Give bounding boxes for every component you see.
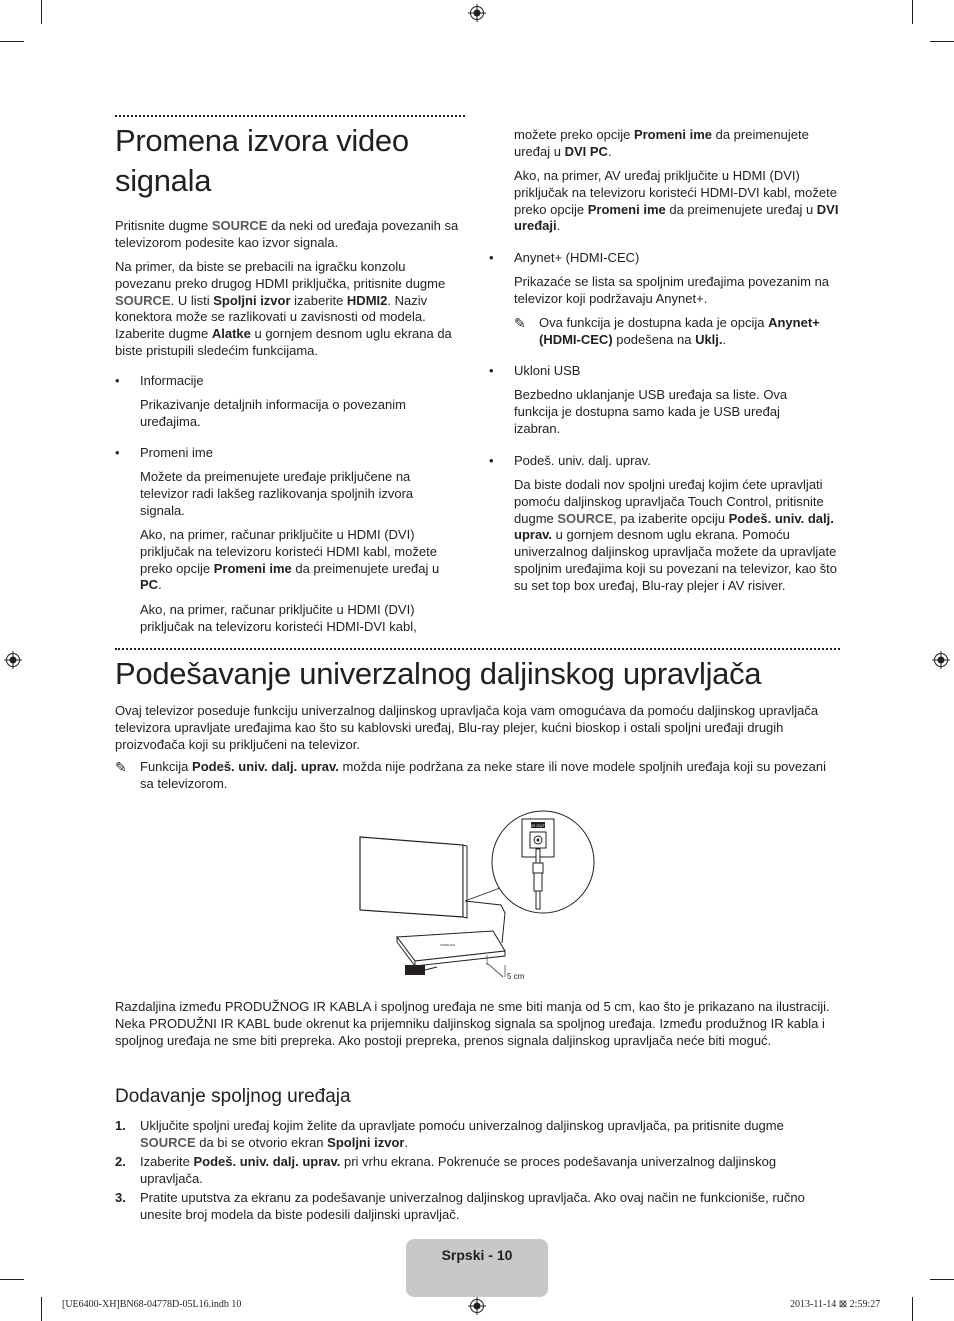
section-divider: [115, 648, 840, 650]
crop-mark: [930, 1279, 954, 1280]
emphasis-text: Spoljni izvor: [327, 1134, 405, 1150]
text-run: Da biste dodali nov spoljni uređaj kojim ćete upravljati pomoću daljinskog upravljača Touch Control, pritisnite dugme: [514, 477, 824, 526]
ir-blaster: [405, 965, 437, 975]
text-run: .: [722, 331, 727, 347]
pencil-note-icon: ✎: [115, 759, 127, 775]
rename-text: [514, 168, 839, 235]
emphasis-text: Promeni ime: [633, 127, 712, 142]
section-title-line: Promena izvora video: [115, 123, 409, 158]
text-run: podešena na: [612, 331, 696, 347]
text-run: .: [404, 1134, 409, 1150]
tv-illustration: [360, 837, 505, 943]
crop-mark: [0, 1279, 24, 1280]
emphasis-text: Promeni ime: [587, 201, 666, 217]
bullet-anynet: [489, 250, 839, 267]
emphasis-text: Podeš. univ. dalj. uprav.: [192, 759, 339, 774]
port-label: IR OUT: [531, 823, 545, 828]
text-run: Na primer, da biste se prebacili na igračku konzolu povezanu preko drugog HDMI priključka, pritisnite dugme: [115, 259, 446, 291]
rename-text: [140, 469, 460, 519]
anynet-text: [514, 274, 844, 308]
step-number: 2.: [115, 1154, 126, 1169]
crop-mark: [930, 41, 954, 42]
rename-text: [140, 602, 460, 636]
print-footer-right: 2013-11-14 ⊠ 2:59:27: [790, 1299, 881, 1310]
text-run: Ako, na primer, AV uređaj priključite u HDMI (DVI) priključak na televizoru koristeći HDMI-DVI kabl, možete preko opcije: [514, 168, 837, 217]
text-run: Ovaj televizor poseduje funkciju univerzalnog daljinskog upravljača koja vam omogućava da pomoću daljinskog upravljača televizora upravljate uređajima kao što su kablovski uređaj, Blu-ray plejer, kućni bioskop i ostali spoljni uređaji drugih proizvođača koji su priključeni na televizor.: [115, 703, 819, 752]
text-run: izaberite: [290, 292, 347, 308]
univ-text: [514, 477, 844, 595]
text-run: Prikazaće se lista sa spoljnim uređajima povezanim na televizor koji podržavaju Anynet+.: [514, 274, 830, 306]
bullet-dot: •: [489, 453, 494, 468]
text-run: Ako, na primer, računar priključite u HDMI (DVI) priključak na televizoru koristeći HDMI kabl, možete preko opcije: [140, 527, 437, 576]
text-run: . Naziv konektora može se razlikovati u zavisnosti od modela. Izaberite dugme: [115, 292, 428, 342]
text-run: da preimenujete uređaj u: [665, 201, 817, 217]
emphasis-text: Podeš. univ. dalj. uprav.: [193, 1154, 341, 1169]
bullet-ukloni-usb: [489, 363, 839, 380]
text-run: Razdaljina između PRODUŽNOG IR KABLA i spoljnog uređaja ne sme biti manja od 5 cm, kao što je prikazano na ilustraciji. Neka PRODUŽNI IR KABL bude okrenut ka prijemniku daljinskog signala sa spoljnog uređaja. Između produžnog IR kabla i spoljnog uređaja ne sme biti prepreka. Ako postoji prepreka, prenos signala daljinskog upravljača neće biti moguć.: [115, 999, 830, 1048]
crosshair-registration-icon: [4, 651, 22, 669]
crop-mark: [41, 0, 42, 24]
bullet-label: Promeni ime: [140, 445, 213, 460]
emphasis-text: DVI PC: [564, 143, 608, 159]
bullet-dot: •: [115, 445, 120, 460]
text-run: .: [556, 218, 561, 234]
intro-paragraph: [115, 218, 465, 252]
distance-paragraph: [115, 999, 840, 1049]
bullet-dot: •: [489, 363, 494, 378]
page-label: Srpski - 10: [441, 1247, 513, 1263]
text-run: Ova funkcija je dostupna kada je opcija: [539, 315, 769, 330]
section-title: [115, 121, 475, 201]
rename-text: [140, 527, 460, 594]
emphasis-text: Uklj.: [695, 331, 723, 347]
bullet-dot: •: [115, 373, 120, 388]
bullet-label: Ukloni USB: [514, 363, 581, 378]
crop-mark: [0, 41, 24, 42]
emphasis-text: Podeš. univ. dalj. uprav.: [514, 510, 834, 543]
device-brand: SAMSUNG: [440, 943, 456, 947]
text-run: da bi se otvorio ekran: [195, 1134, 328, 1150]
text-run: u gornjem desnom uglu ekrana da biste pristupili sledećim funkcijama.: [115, 326, 452, 358]
bullet-informacije: [115, 373, 465, 390]
text-run: Funkcija: [140, 759, 193, 774]
text-run: , pa izaberite opciju: [613, 510, 729, 526]
text-run: Uključite spoljni uređaj kojim želite da upravljate pomoću univerzalnog daljinskog upravljača, pa pritisnite dugme: [140, 1118, 784, 1133]
emphasis-text: Promeni ime: [213, 560, 292, 576]
text-run: . U listi: [170, 292, 214, 308]
crosshair-registration-icon: [932, 651, 950, 669]
text-run: da preimenujete uređaj u: [291, 560, 440, 576]
crop-mark: [912, 0, 913, 24]
text-run: Prikazivanje detaljnih informacija o povezanim uređajima.: [140, 397, 406, 429]
bullet-label: Informacije: [140, 373, 204, 388]
crosshair-registration-icon: [468, 1297, 486, 1315]
emphasis-text: SOURCE: [115, 292, 171, 308]
bullet-label: Podeš. univ. dalj. uprav.: [514, 453, 651, 468]
text-run: Možete da preimenujete uređaje priključene na televizor radi lakšeg razlikovanja spoljnih izvora signala.: [140, 469, 414, 518]
step-text: [140, 1154, 840, 1188]
ir-extender-diagram: [355, 805, 605, 985]
text-run: Bezbedno uklanjanje USB uređaja sa liste. Ova funkcija je dostupna samo kada je USB uređaj izabran.: [514, 387, 788, 436]
usb-text: [514, 387, 814, 437]
text-run: .: [607, 143, 612, 159]
crosshair-registration-icon: [468, 4, 486, 22]
emphasis-text: Anynet+ (HDMI-CEC): [539, 315, 820, 347]
text-run: pri vrhu ekrana. Pokrenuće se proces podešavanja univerzalnog daljinskog upravljača.: [140, 1154, 777, 1186]
text-run: u gornjem desnom uglu ekrana. Pomoću univerzalnog daljinskog upravljača možete da upravljate spoljnim uređajima koji su povezani na televizor, kao što su set top box uređaj, Blu-ray plejer i AV risiver.: [514, 527, 838, 593]
magnifier-callout: [465, 811, 594, 913]
pencil-note-icon: ✎: [514, 315, 526, 331]
emphasis-text: DVI uređaji: [514, 201, 839, 234]
step-number: 3.: [115, 1190, 126, 1205]
text-run: možda nije podržana za neke stare ili nove modele spoljnih uređaja koji su povezani sa televizorom.: [140, 759, 826, 791]
print-footer-left: [UE6400-XH]BN68-04778D-05L16.indb 10: [62, 1299, 242, 1310]
emphasis-text: PC: [140, 577, 159, 593]
bullet-podes-univ: [489, 453, 839, 470]
distance-marker: [487, 955, 525, 981]
text-run: Ako, na primer, računar priključite u HDMI (DVI) priključak na televizoru koristeći HDMI-DVI kabl,: [140, 602, 417, 634]
emphasis-text: HDMI2: [346, 292, 388, 308]
bullet-dot: •: [489, 250, 494, 265]
crop-mark: [41, 1297, 42, 1321]
emphasis-text: Alatke: [211, 326, 251, 342]
step-text: [140, 1118, 840, 1152]
crop-mark: [912, 1297, 913, 1321]
distance-label: 5 cm: [507, 972, 525, 981]
step-number: 1.: [115, 1118, 126, 1133]
emphasis-text: SOURCE: [211, 218, 268, 233]
text-run: da neki od uređaja povezanih sa televizorom podesite kao izvor signala.: [115, 218, 459, 250]
text-run: Izaberite: [140, 1154, 194, 1169]
section-title-line: signala: [115, 163, 212, 198]
emphasis-text: Spoljni izvor: [213, 292, 291, 308]
step-text: [140, 1190, 840, 1224]
text-run: .: [158, 577, 162, 593]
source-paragraph: [115, 259, 465, 360]
section-title: Podešavanje univerzalnog daljinskog upravljača: [115, 656, 762, 691]
section-divider: [115, 115, 465, 117]
set-top-box: [397, 931, 505, 966]
intro-paragraph: [115, 703, 840, 753]
emphasis-text: SOURCE: [557, 510, 613, 526]
rename-text: [514, 127, 839, 161]
anynet-note: [539, 315, 844, 349]
emphasis-text: SOURCE: [140, 1134, 196, 1150]
page-number-tab: [406, 1239, 548, 1297]
note-paragraph: [140, 759, 840, 793]
subsection-title: Dodavanje spoljnog uređaja: [115, 1086, 351, 1107]
text-run: Pritisnite dugme: [115, 218, 212, 233]
text-run: da preimenujete uređaj u: [514, 127, 809, 159]
info-text: [140, 397, 465, 431]
text-run: Pratite uputstva za ekranu za podešavanje univerzalnog daljinskog upravljača. Ako ovaj način ne funkcioniše, ručno unesite broj modela da biste podesili daljinski upravljač.: [140, 1190, 805, 1222]
text-run: možete preko opcije: [514, 127, 634, 142]
bullet-label: Anynet+ (HDMI-CEC): [514, 250, 640, 265]
bullet-promeni-ime: [115, 445, 465, 462]
